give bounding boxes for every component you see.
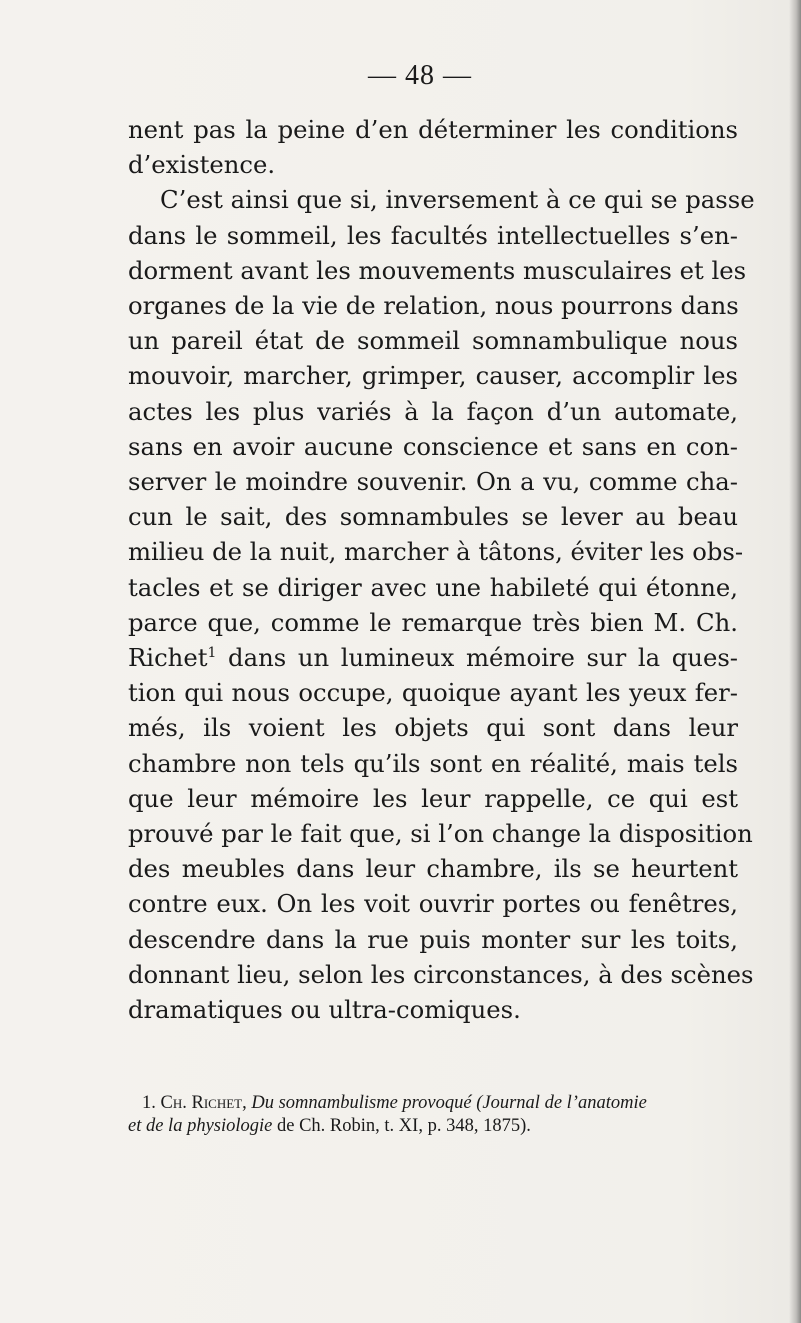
text-line: descendre dans la rue puis monter sur les toits, [128,924,738,954]
footnote-journal: (Journal de l’anatomie [476,1093,647,1113]
text-line: d’existence. [128,150,276,180]
footnote-journal-cont: et de la physiologie [128,1116,273,1136]
page-edge-shadow [789,0,801,1323]
text-line: dorment avant les mouvements musculaires et les [128,255,747,285]
footnote-line [128,1115,740,1138]
footnote [128,1092,740,1138]
text-line: parce que, comme le remarque très bien M. Ch. [128,607,738,637]
text-line: sans en avoir aucune conscience et sans en con- [128,431,738,461]
text-line: chambre non tels qu’ils sont en réalité, mais tels [128,748,738,778]
text-line: més, ils voient les objets qui sont dans leur [128,713,738,743]
text-line: nent pas la peine d’en déterminer les conditions [128,115,738,144]
text-fragment: dans un lumineux mémoire sur la ques- [216,643,738,673]
text-line: tion qui nous occupe, quoique ayant les yeux fer- [128,678,738,708]
footnote-number: 1. [142,1093,156,1113]
text-line: milieu de la nuit, marcher à tâtons, éviter les obs- [128,537,744,567]
body-text [128,112,755,1027]
text-line: donnant lieu, selon les circonstances, à des scènes [128,959,754,989]
text-line: tacles et se diriger avec une habileté qui étonne, [128,572,738,602]
text-line: actes les plus variés à la façon d’un automate, [128,396,738,426]
footnote-author: Ch. Richet, [160,1093,247,1113]
text-line: des meubles dans leur chambre, ils se heurtent [128,854,738,884]
text-line: C’est ainsi que si, inversement à ce qui se passe [160,185,755,215]
text-line: server le moindre souvenir. On a vu, comme cha- [128,467,738,497]
page-number: — 48 — [368,60,472,91]
text-line: un pareil état de sommeil somnambulique nous [128,326,738,356]
text-line: que leur mémoire les leur rappelle, ce qui est [128,783,738,813]
text-line [128,640,738,675]
text-line: contre eux. On les voit ouvrir portes ou fenêtres, [128,889,738,919]
text-line: mouvoir, marcher, grimper, causer, accomplir les [128,361,738,391]
text-line: cun le sait, des somnambules se lever au beau [128,502,738,532]
text-line: dans le sommeil, les facultés intellectuelles s’en- [128,220,738,250]
text-line: prouvé par le fait que, si l’on change la disposition [128,819,753,849]
footnote-publisher: de Ch. Robin, t. XI, p. 348, 1875). [277,1116,531,1136]
text-fragment: Richet [128,643,208,673]
footnote-title: Du somnambulisme provoqué [251,1093,472,1113]
text-line: dramatiques ou ultra-comiques. [128,995,521,1025]
footnote-line [128,1092,740,1115]
text-line: organes de la vie de relation, nous pourrons dans [128,291,739,321]
footnote-ref: 1 [207,645,217,662]
